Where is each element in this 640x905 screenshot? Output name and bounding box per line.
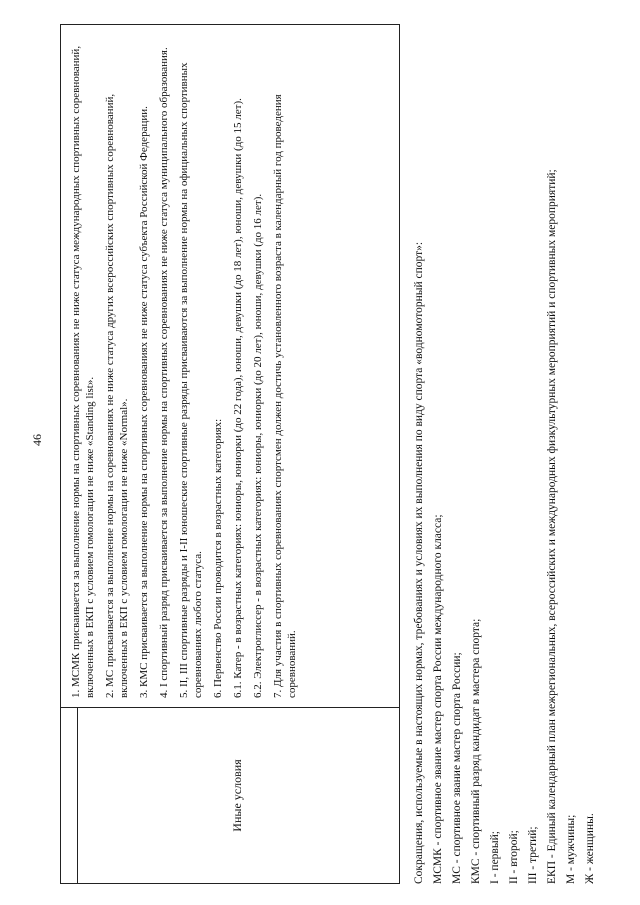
abbreviation-item: КМС - спортивный разряд кандидат в мастера спорта; — [470, 618, 482, 884]
abbreviation-item: Ж - женщины. — [584, 813, 596, 884]
conditions-cell — [69, 33, 305, 698]
condition-item: 7. Для участия в спортивных соревнованиях спортсмен должен достичь установленного возраста в календарный год проведения соревнований. — [272, 94, 298, 698]
condition-item: 2. МС присваивается за выполнение нормы на соревнованиях не ниже статуса других всероссийских спортивных соревнований, включенных в ЕКП с условием гомологации не ниже «Normal». — [104, 93, 130, 698]
abbreviation-item: II - второй; — [508, 830, 520, 884]
left-label-cell — [77, 708, 397, 883]
condition-item: 4. I спортивный разряд присваивается за выполнение нормы на спортивных соревнованиях не ниже статуса муниципального образования. — [158, 47, 170, 698]
condition-item: 3. КМС присваивается за выполнение нормы на спортивных соревнованиях не ниже статуса субъекта Российской Федерации. — [138, 106, 150, 698]
condition-item: 6.2. Электроглиссер - в возрастных категориях: юниоры, юниорки (до 20 лет), юноши, девушки (до 16 лет). — [252, 193, 264, 698]
condition-item: 6. Первенство России проводится в возрастных категориях: — [212, 418, 224, 698]
condition-item: 6.1. Катер - в возрастных категориях: юниоры, юниорки (до 22 года), юноши, девушки (до 18 лет), юноши, девушки (до 15 лет). — [232, 98, 244, 698]
abbreviations-intro: Сокращения, используемые в настоящих нормах, требованиях и условиях их выполнения по виду спорта «водномоторный спорт»: — [413, 241, 425, 884]
abbreviations-block — [410, 24, 600, 884]
page-number: 46 — [30, 434, 44, 446]
abbreviation-item: I - первый; — [489, 831, 501, 884]
left-label: Иные условия — [229, 759, 244, 832]
abbreviation-item: МС - спортивное звание мастер спорта России; — [451, 652, 463, 884]
conditions-table — [60, 24, 400, 884]
abbreviation-item: МСМК - спортивное звание мастер спорта России международного класса; — [432, 514, 444, 884]
rotated-page-content — [60, 24, 620, 884]
abbreviation-item: ЕКП - Единый календарный план межрегиональных, всероссийских и международных физкультурных мероприятий и спортивных мероприятий; — [546, 169, 558, 884]
condition-item: 5. II, III спортивные разряды и I-II юношеские спортивные разряды присваиваются за выполнение нормы на официальных спортивных соревнованиях любого статуса. — [178, 62, 204, 698]
abbreviation-item: III - третий; — [527, 826, 539, 884]
condition-item: 1. МСМК присваивается за выполнение нормы на спортивных соревнованиях не ниже статуса международных спортивных соревнований, включенных в ЕКП с условием гомологации не ниже «Standing list». — [70, 45, 96, 698]
abbreviation-item: М - мужчины; — [565, 814, 577, 884]
